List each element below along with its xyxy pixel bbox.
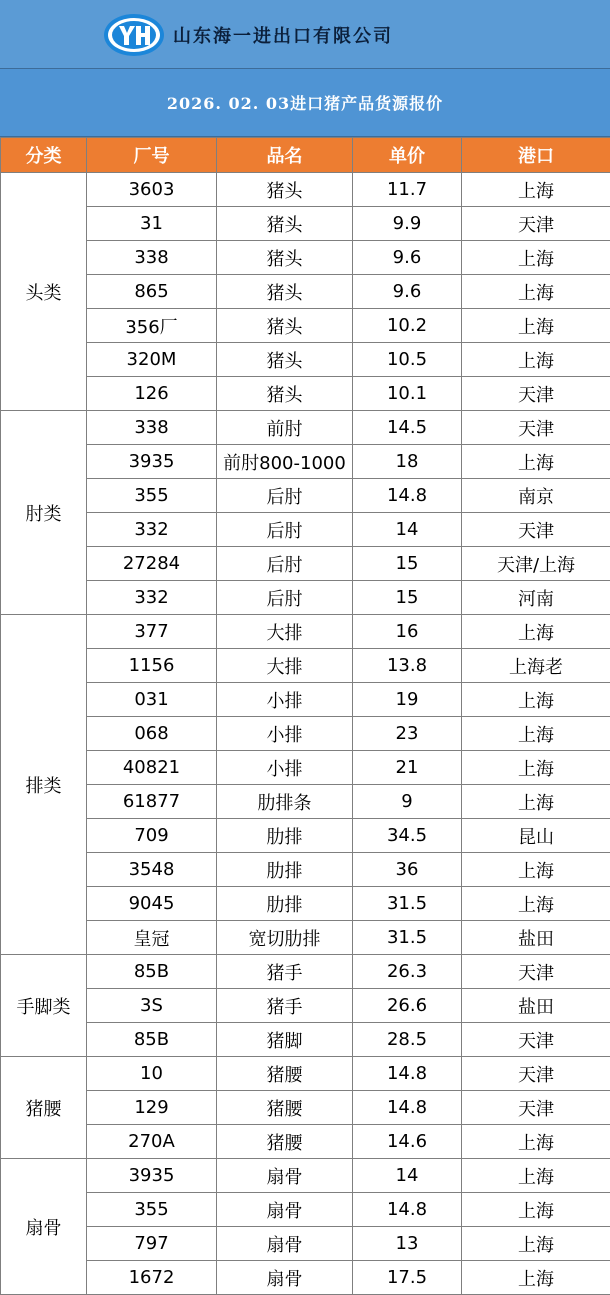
table-row <box>1 683 610 717</box>
table-row <box>1 887 610 921</box>
factory-no-cell: 85B <box>87 955 217 989</box>
table-row <box>1 955 610 989</box>
product-cell: 小排 <box>217 751 353 785</box>
price-cell: 14.8 <box>353 1057 462 1091</box>
factory-no-cell: 126 <box>87 377 217 411</box>
factory-no-cell: 1156 <box>87 649 217 683</box>
factory-no-cell: 129 <box>87 1091 217 1125</box>
product-cell: 肋排 <box>217 853 353 887</box>
table-row <box>1 581 610 615</box>
port-cell: 天津 <box>462 1091 610 1125</box>
product-cell: 小排 <box>217 717 353 751</box>
price-table <box>0 137 610 1295</box>
price-cell: 36 <box>353 853 462 887</box>
table-row <box>1 1125 610 1159</box>
price-cell: 14 <box>353 1159 462 1193</box>
port-cell: 上海 <box>462 1227 610 1261</box>
price-cell: 10.1 <box>353 377 462 411</box>
table-row <box>1 853 610 887</box>
factory-no-cell: 031 <box>87 683 217 717</box>
port-cell: 盐田 <box>462 921 610 955</box>
factory-no-cell: 3935 <box>87 445 217 479</box>
port-cell: 上海 <box>462 309 610 343</box>
factory-no-cell: 377 <box>87 615 217 649</box>
price-cell: 14.6 <box>353 1125 462 1159</box>
price-cell: 13 <box>353 1227 462 1261</box>
table-row <box>1 173 610 207</box>
product-cell: 肋排条 <box>217 785 353 819</box>
factory-no-cell: 9045 <box>87 887 217 921</box>
header-product: 品名 <box>217 138 353 173</box>
hy-logo-icon <box>103 12 165 58</box>
port-cell: 南京 <box>462 479 610 513</box>
port-cell: 上海 <box>462 241 610 275</box>
product-cell: 肋排 <box>217 887 353 921</box>
company-name: 山东海一进出口有限公司 <box>173 22 393 48</box>
table-body <box>1 173 610 1295</box>
price-cell: 15 <box>353 581 462 615</box>
sheet-title: 2026. 02. 03进口猪产品货源报价 <box>167 91 443 114</box>
product-cell: 猪腰 <box>217 1057 353 1091</box>
price-cell: 14.5 <box>353 411 462 445</box>
port-cell: 天津 <box>462 207 610 241</box>
factory-no-cell: 85B <box>87 1023 217 1057</box>
port-cell: 天津 <box>462 513 610 547</box>
price-cell: 10.5 <box>353 343 462 377</box>
factory-no-cell: 355 <box>87 1193 217 1227</box>
product-cell: 前肘800-1000 <box>217 445 353 479</box>
price-cell: 28.5 <box>353 1023 462 1057</box>
port-cell: 上海老 <box>462 649 610 683</box>
factory-no-cell: 3S <box>87 989 217 1023</box>
product-cell: 后肘 <box>217 547 353 581</box>
price-cell: 15 <box>353 547 462 581</box>
price-cell: 17.5 <box>353 1261 462 1295</box>
port-cell: 天津 <box>462 411 610 445</box>
factory-no-cell: 皇冠 <box>87 921 217 955</box>
product-cell: 扇骨 <box>217 1193 353 1227</box>
price-cell: 9.9 <box>353 207 462 241</box>
factory-no-cell: 355 <box>87 479 217 513</box>
category-cell: 手脚类 <box>1 955 87 1057</box>
port-cell: 天津 <box>462 377 610 411</box>
product-cell: 后肘 <box>217 581 353 615</box>
product-cell: 猪头 <box>217 207 353 241</box>
factory-no-cell: 865 <box>87 275 217 309</box>
product-cell: 猪手 <box>217 989 353 1023</box>
factory-no-cell: 332 <box>87 581 217 615</box>
table-row <box>1 615 610 649</box>
price-cell: 23 <box>353 717 462 751</box>
table-row <box>1 717 610 751</box>
price-cell: 9 <box>353 785 462 819</box>
factory-no-cell: 1672 <box>87 1261 217 1295</box>
price-cell: 19 <box>353 683 462 717</box>
factory-no-cell: 338 <box>87 411 217 445</box>
table-row <box>1 513 610 547</box>
table-row <box>1 309 610 343</box>
table-row <box>1 377 610 411</box>
table-row <box>1 207 610 241</box>
price-cell: 14.8 <box>353 1091 462 1125</box>
table-row <box>1 785 610 819</box>
product-cell: 后肘 <box>217 479 353 513</box>
factory-no-cell: 3603 <box>87 173 217 207</box>
port-cell: 上海 <box>462 615 610 649</box>
price-cell: 18 <box>353 445 462 479</box>
port-cell: 盐田 <box>462 989 610 1023</box>
product-cell: 猪手 <box>217 955 353 989</box>
product-cell: 猪腰 <box>217 1125 353 1159</box>
header-category: 分类 <box>1 138 87 173</box>
port-cell: 天津 <box>462 1057 610 1091</box>
price-cell: 14 <box>353 513 462 547</box>
port-cell: 上海 <box>462 751 610 785</box>
product-cell: 猪脚 <box>217 1023 353 1057</box>
price-cell: 13.8 <box>353 649 462 683</box>
price-cell: 31.5 <box>353 921 462 955</box>
table-row <box>1 1057 610 1091</box>
factory-no-cell: 068 <box>87 717 217 751</box>
port-cell: 上海 <box>462 1261 610 1295</box>
product-cell: 猪头 <box>217 377 353 411</box>
factory-no-cell: 338 <box>87 241 217 275</box>
table-row <box>1 1227 610 1261</box>
category-cell: 排类 <box>1 615 87 955</box>
factory-no-cell: 31 <box>87 207 217 241</box>
product-cell: 扇骨 <box>217 1227 353 1261</box>
table-row <box>1 445 610 479</box>
factory-no-cell: 3548 <box>87 853 217 887</box>
price-cell: 21 <box>353 751 462 785</box>
product-cell: 猪头 <box>217 309 353 343</box>
table-row <box>1 649 610 683</box>
logo-band <box>0 0 610 69</box>
factory-no-cell: 709 <box>87 819 217 853</box>
table-row <box>1 1261 610 1295</box>
factory-no-cell: 270A <box>87 1125 217 1159</box>
factory-no-cell: 61877 <box>87 785 217 819</box>
category-cell: 肘类 <box>1 411 87 615</box>
factory-no-cell: 356厂 <box>87 309 217 343</box>
product-cell: 前肘 <box>217 411 353 445</box>
price-cell: 10.2 <box>353 309 462 343</box>
price-cell: 16 <box>353 615 462 649</box>
port-cell: 上海 <box>462 853 610 887</box>
product-cell: 宽切肋排 <box>217 921 353 955</box>
price-cell: 9.6 <box>353 241 462 275</box>
title-band <box>0 69 610 137</box>
port-cell: 河南 <box>462 581 610 615</box>
factory-no-cell: 3935 <box>87 1159 217 1193</box>
product-cell: 扇骨 <box>217 1261 353 1295</box>
price-cell: 26.3 <box>353 955 462 989</box>
product-cell: 猪腰 <box>217 1091 353 1125</box>
table-row <box>1 1023 610 1057</box>
port-cell: 上海 <box>462 887 610 921</box>
port-cell: 上海 <box>462 343 610 377</box>
port-cell: 上海 <box>462 1159 610 1193</box>
table-row <box>1 751 610 785</box>
table-row <box>1 275 610 309</box>
product-cell: 扇骨 <box>217 1159 353 1193</box>
port-cell: 天津 <box>462 955 610 989</box>
port-cell: 天津/上海 <box>462 547 610 581</box>
table-row <box>1 547 610 581</box>
port-cell: 上海 <box>462 785 610 819</box>
factory-no-cell: 320M <box>87 343 217 377</box>
table-row <box>1 819 610 853</box>
price-cell: 11.7 <box>353 173 462 207</box>
factory-no-cell: 27284 <box>87 547 217 581</box>
category-cell: 扇骨 <box>1 1159 87 1295</box>
table-row <box>1 411 610 445</box>
table-row <box>1 921 610 955</box>
table-row <box>1 479 610 513</box>
category-cell: 猪腰 <box>1 1057 87 1159</box>
price-cell: 31.5 <box>353 887 462 921</box>
table-row <box>1 989 610 1023</box>
price-cell: 34.5 <box>353 819 462 853</box>
port-cell: 上海 <box>462 173 610 207</box>
product-cell: 肋排 <box>217 819 353 853</box>
table-row <box>1 1193 610 1227</box>
product-cell: 后肘 <box>217 513 353 547</box>
port-cell: 上海 <box>462 275 610 309</box>
product-cell: 大排 <box>217 649 353 683</box>
product-cell: 猪头 <box>217 343 353 377</box>
port-cell: 昆山 <box>462 819 610 853</box>
product-cell: 小排 <box>217 683 353 717</box>
category-cell: 头类 <box>1 173 87 411</box>
header-factory-no: 厂号 <box>87 138 217 173</box>
port-cell: 上海 <box>462 683 610 717</box>
port-cell: 上海 <box>462 445 610 479</box>
port-cell: 上海 <box>462 1125 610 1159</box>
factory-no-cell: 332 <box>87 513 217 547</box>
product-cell: 猪头 <box>217 241 353 275</box>
price-cell: 14.8 <box>353 1193 462 1227</box>
product-cell: 大排 <box>217 615 353 649</box>
product-cell: 猪头 <box>217 275 353 309</box>
table-row <box>1 343 610 377</box>
price-cell: 26.6 <box>353 989 462 1023</box>
factory-no-cell: 797 <box>87 1227 217 1261</box>
table-row <box>1 1159 610 1193</box>
table-row <box>1 241 610 275</box>
header-price: 单价 <box>353 138 462 173</box>
table-row <box>1 1091 610 1125</box>
price-cell: 9.6 <box>353 275 462 309</box>
port-cell: 上海 <box>462 1193 610 1227</box>
port-cell: 天津 <box>462 1023 610 1057</box>
header-port: 港口 <box>462 138 610 173</box>
product-cell: 猪头 <box>217 173 353 207</box>
company-logo <box>103 12 425 58</box>
factory-no-cell: 40821 <box>87 751 217 785</box>
table-header-row <box>1 138 610 173</box>
factory-no-cell: 10 <box>87 1057 217 1091</box>
price-cell: 14.8 <box>353 479 462 513</box>
port-cell: 上海 <box>462 717 610 751</box>
